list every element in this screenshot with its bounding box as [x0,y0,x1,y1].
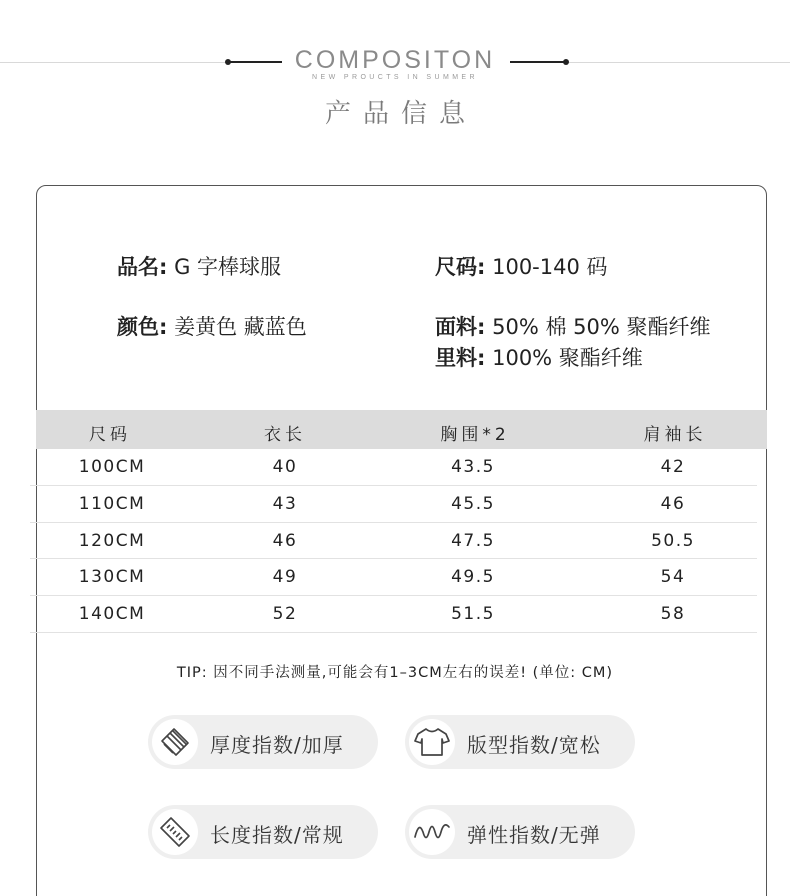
length-index-badge [148,805,378,859]
fabric-label: 面料: [435,315,486,339]
fabric-value: 50% 棉 50% 聚酯纤维 [492,315,711,339]
product-name-field [117,251,281,281]
thickness-index-badge [148,715,378,769]
table-cell-size: 120CM [78,531,146,551]
table-cell-chest: 47.5 [451,531,495,551]
thickness-index-label: 厚度指数/加厚 [210,733,344,757]
table-header-length: 衣长 [264,425,306,445]
measurement-tip: TIP: 因不同手法测量,可能会有1–3CM左右的误差! (单位: CM) [176,665,614,681]
table-cell-sleeve: 42 [660,457,686,477]
table-row-divider [30,632,757,633]
table-header-sleeve: 肩袖长 [643,425,707,445]
table-header-chest: 胸围*2 [440,425,510,445]
table-cell-sleeve: 58 [660,604,686,624]
table-cell-size: 130CM [78,567,146,587]
product-name-label: 品名: [117,255,168,279]
table-cell-size: 100CM [78,457,146,477]
tshirt-icon [409,719,455,765]
length-index-label: 长度指数/常规 [210,823,344,847]
table-row-divider [30,522,757,523]
elasticity-index-label: 弹性指数/无弹 [467,823,601,847]
table-row-divider [30,558,757,559]
size-range-label: 尺码: [435,255,486,279]
fabric-field [435,311,710,341]
table-cell-length: 52 [272,604,298,624]
fabric-layers-icon [152,719,198,765]
color-value: 姜黄色 藏蓝色 [174,315,307,339]
product-name-value: G 字棒球服 [174,255,282,279]
table-cell-size: 140CM [78,604,146,624]
wave-spring-icon [409,809,455,855]
lining-field [435,342,643,372]
table-cell-sleeve: 50.5 [651,531,695,551]
section-subtitle: NEW PROUCTS IN SUMMER [312,74,478,81]
table-cell-chest: 49.5 [451,567,495,587]
elasticity-index-badge [405,805,635,859]
fit-index-label: 版型指数/宽松 [467,733,601,757]
lining-label: 里料: [435,346,486,370]
size-range-field [435,251,608,281]
table-cell-length: 43 [272,494,298,514]
section-title-cn: 产品信息 [324,99,477,129]
table-cell-sleeve: 54 [660,567,686,587]
table-cell-sleeve: 46 [660,494,686,514]
table-row-divider [30,485,757,486]
table-cell-chest: 51.5 [451,604,495,624]
table-cell-length: 46 [272,531,298,551]
table-row-divider [30,595,757,596]
ruler-icon [152,809,198,855]
table-cell-size: 110CM [78,494,146,514]
table-cell-length: 49 [272,567,298,587]
size-range-value: 100-140 码 [492,255,608,279]
fit-index-badge [405,715,635,769]
lining-value: 100% 聚酯纤维 [492,346,643,370]
table-header-size: 尺码 [89,425,131,445]
table-cell-chest: 43.5 [451,457,495,477]
color-label: 颜色: [117,315,168,339]
color-field [117,311,307,341]
table-cell-length: 40 [272,457,298,477]
section-title: COMPOSITON [294,46,496,74]
table-cell-chest: 45.5 [451,494,495,514]
